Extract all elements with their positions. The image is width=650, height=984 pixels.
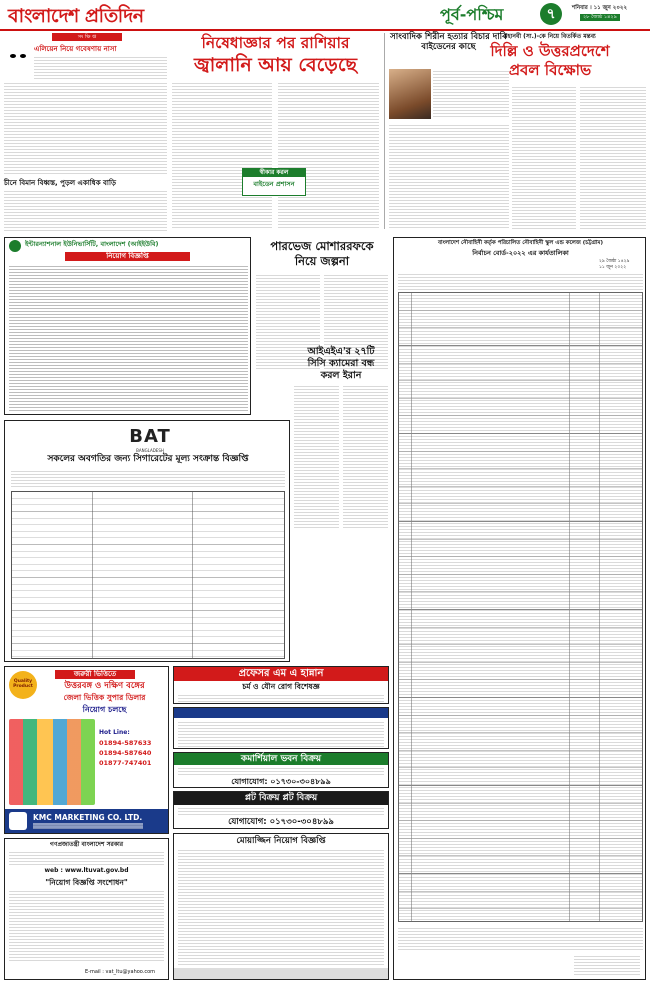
ad-line: জেলা ভিত্তিক সুপার ডিলার (63, 693, 146, 702)
urgent-tag: জরুরী ভিত্তিতে (55, 670, 135, 679)
bat-price-notice (4, 420, 290, 662)
recruitment-ad (4, 237, 251, 415)
hotline-label: Hot Line: (99, 729, 130, 736)
delhi-kicker: মহানবী (সা.)-কে নিয়ে বিতর্কিত মন্তব্য (504, 33, 596, 40)
delhi-headline-2: প্রবল বিক্ষোভ (508, 61, 592, 79)
brief-column (4, 33, 167, 233)
plot-title: প্লট বিক্রয় প্লট বিক্রয় (174, 792, 388, 805)
moazzin-footer-bar (174, 968, 388, 979)
tender-ad (173, 707, 389, 749)
delhi-body (580, 85, 646, 229)
iaea-story (294, 346, 388, 530)
moazzin-recruit-ad (173, 833, 389, 980)
delhi-body (512, 85, 576, 229)
page-number: ৭ (540, 3, 562, 25)
bat-logo-sub: BANGLADESH (136, 448, 164, 454)
election-schedule-ad (393, 237, 646, 980)
alien-image (4, 45, 32, 79)
doctor-ad (173, 666, 389, 704)
phone-number: 01894-587633 (99, 739, 152, 747)
brief-tag: সং ক্ষি প্ত (52, 33, 122, 41)
ad-org-name: ইন্টারন্যাশনাল ইউনিভার্সিটি, বাংলাদেশ (আইইউবি) (25, 240, 159, 248)
schedule-table (398, 292, 643, 922)
ad-body (11, 469, 285, 487)
lead-headline: নিষেধাজ্ঞার পর রাশিয়ার (201, 34, 350, 52)
portrait-image (389, 69, 431, 119)
ad-date: ১১ জুন ২০২২ (599, 265, 627, 270)
ad-intro (398, 272, 643, 290)
commercial-sale-ad (173, 752, 389, 788)
delhi-story (490, 33, 646, 229)
moazzin-body (178, 848, 384, 966)
date-line-bengali: ২৮ জ্যৈষ্ঠ ১৪২৯ (580, 14, 620, 21)
masthead (0, 0, 650, 30)
govt-email: E-mail : vat_ltu@yahoo.com (85, 969, 156, 975)
phone-number: 01894-587640 (99, 749, 152, 757)
moazzin-title: মোয়াজ্জিন নিয়োগ বিজ্ঞপ্তি (236, 836, 326, 846)
bat-logo (115, 425, 185, 454)
govt-notice-body (9, 889, 164, 963)
story-headline: চীনে বিমান বিধ্বস্ত, পুড়ল একাধিক বাড়ি (4, 179, 116, 187)
ad-body (9, 264, 248, 412)
story-headline: এলিয়েন নিয়ে গবেষণায় নাসা (34, 45, 117, 53)
musharraf-headline-2: নিয়ে জল্পনা (294, 254, 350, 268)
kmc-dealer-ad (4, 666, 169, 834)
plot-body (178, 806, 384, 816)
ad-title: সকলের অবগতির জন্য সিগারেটের মূল্য সংক্রান্ত বিজ্ঞপ্তি (47, 454, 249, 464)
plot-sale-ad (173, 791, 389, 829)
lead-body (172, 81, 272, 229)
story-body (4, 189, 167, 233)
logo: বাংলাদেশ প্রতিদিন (8, 5, 144, 27)
company-logo (9, 812, 27, 830)
company-address (33, 823, 143, 829)
ad-footer (398, 926, 643, 950)
ad-line: নিয়োগ চলছে (82, 705, 127, 714)
lead-story (172, 33, 379, 229)
govt-web: web : www.ltuvat.gov.bd (44, 867, 129, 874)
ad-line: উত্তরবঙ্গ ও দক্ষিণ বঙ্গের (64, 681, 145, 691)
iaea-headline-3: করল ইরান (320, 370, 362, 381)
products-image (9, 719, 95, 805)
commercial-phone: যোগাযোগ: ০১৭৩০-৩০৪৮৯৯ (231, 777, 331, 786)
doctor-name: প্রফেসর এম এ হান্নান (174, 667, 388, 681)
iaea-body (343, 384, 388, 530)
story-body (34, 55, 167, 79)
doctor-speciality: চর্ম ও যৌন রোগ বিশেষজ্ঞ (242, 682, 320, 691)
ad-title: নিয়োগ বিজ্ঞপ্তি (65, 252, 190, 261)
company-name: KMC MARKETING CO. LTD. (33, 813, 143, 822)
price-table (11, 491, 285, 659)
source-box (242, 168, 306, 196)
lead-headline-2: জ্বালানি আয় বেড়েছে (194, 54, 357, 76)
company-bar (5, 809, 168, 833)
ad-org-line: বাংলাদেশ নৌবাহিনী কর্তৃক পরিচালিত নৌবাহিনী স্কুল এন্ড কলেজ (চট্টগ্রাম) (438, 240, 603, 246)
masthead-rule (0, 29, 650, 31)
section-name: পূর্ব-পশ্চিম (440, 5, 504, 24)
ad-title: নির্বাচন বোর্ড-২০২২ এর কার্যতালিকা (472, 249, 569, 257)
delhi-headline: দিল্লি ও উত্তরপ্রদেশে (490, 42, 610, 60)
university-logo (9, 240, 21, 252)
source-prefix: স্বীকার করল (243, 169, 305, 177)
shirin-headline: সাংবাদিক শিরীন হত্যার বিচার দাবি বাইডেনের কাছে (390, 32, 507, 52)
iaea-headline-2: সিসি ক্যামেরা বন্ধ (307, 358, 375, 369)
date-line: শনিবার । ১১ জুন ২০২২ (572, 5, 628, 11)
phone-number: 01877-747401 (99, 759, 152, 767)
govt-title: "নিয়োগ বিজ্ঞপ্তি সংশোধন" (45, 878, 128, 887)
govt-notice-ad (4, 838, 169, 980)
signature-block (574, 954, 640, 976)
tender-body (178, 720, 384, 748)
govt-org: গণপ্রজাতন্ত্রী বাংলাদেশ সরকার (49, 841, 124, 848)
doctor-details (178, 693, 384, 703)
quality-badge: Quality Product (9, 671, 37, 699)
govt-body (9, 850, 164, 866)
plot-phone: যোগাযোগ: ০১৭৩০-৩০৪৮৯৯ (228, 817, 334, 827)
bat-logo-text: BAT (129, 426, 171, 447)
shirin-body (389, 123, 509, 229)
source-name: বাইডেন প্রশাসন (253, 179, 295, 188)
musharraf-headline: পারভেজ মোশাররফকে (270, 239, 374, 253)
iaea-body (294, 384, 339, 530)
iaea-headline: আইএইএ'র ২৭টি (307, 346, 375, 357)
story-body (4, 81, 167, 176)
tender-title-bar (174, 708, 388, 718)
commercial-body (178, 766, 384, 776)
commercial-title: কমার্শিয়াল ভবন বিক্রয় (174, 753, 388, 765)
ad-date: ২৯ জৈষ্ঠ্য ১৪২৯ (599, 259, 630, 264)
lead-body (278, 81, 379, 229)
